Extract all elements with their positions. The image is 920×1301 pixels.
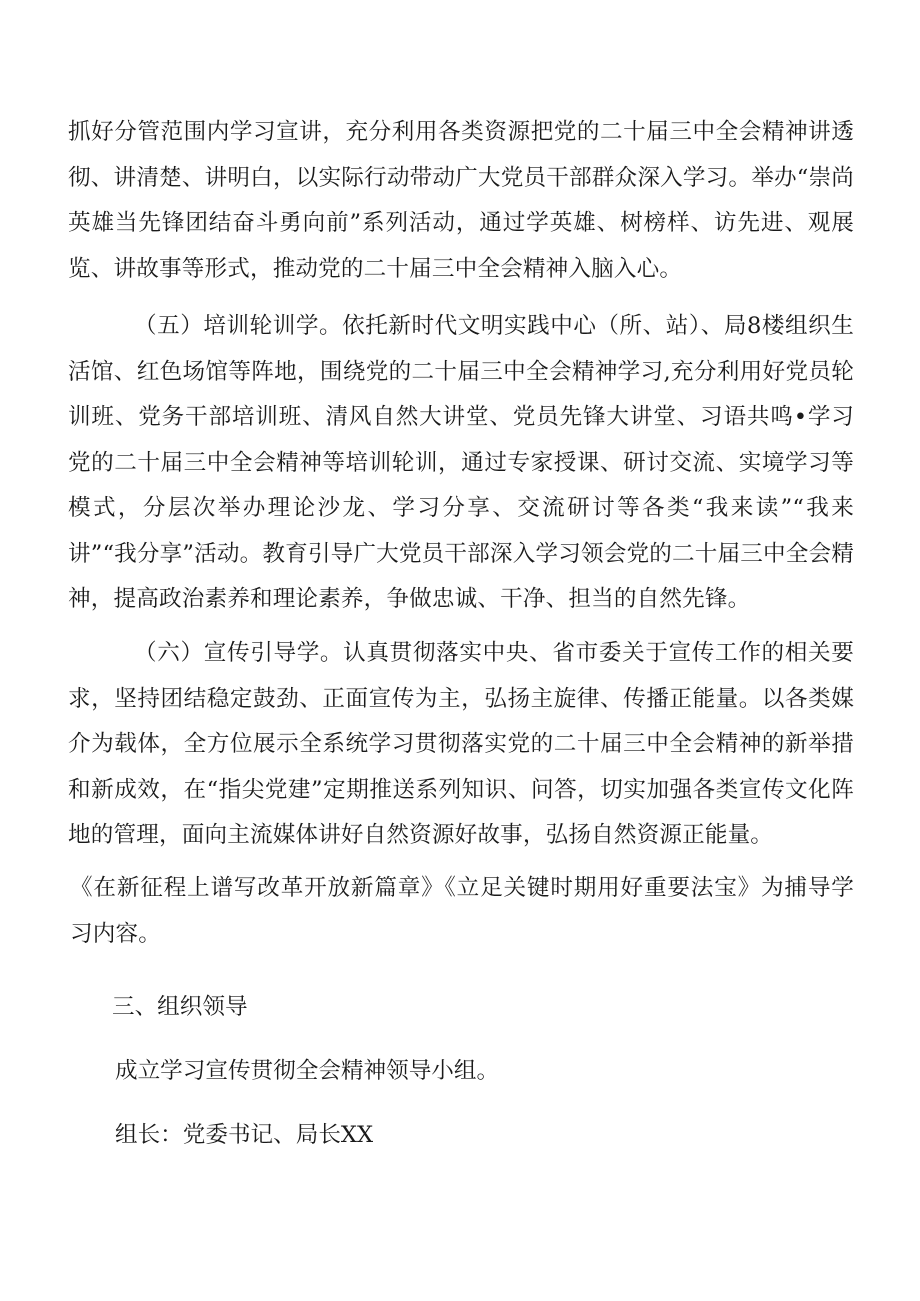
- group-leader-line: 组长：党委书记、局长XX: [115, 1122, 374, 1148]
- paragraph-study-materials: 《在新征程上谱写改革开放新篇章》《立足关键时期用好重要法宝》为捕导学习内容。: [70, 875, 854, 947]
- paragraph-publicity-study: （六）宣传引导学。认真贯彻落实中央、省市委关于宣传工作的相关要求，坚持团结稳定鼓劲、正面宣传为主，弘扬主旋律、传播正能量。以各类媒介为载体，全方位展示全系统学习贯彻落实党的二十届三中全会精神的新举措和新成效，在“指尖党建”定期推送系列知识、问答，切实加强各类宣传文化阵地的管理，面向主流媒体讲好自然资源好故事，弘扬自然资源正能量。: [68, 640, 854, 848]
- paragraph-training-study: （五）培训轮训学。依托新时代文明实践中心（所、站）、局8楼组织生活馆、红色场馆等阵地，围绕党的二十届三中全会精神学习,充分利用好党员轮训班、党务干部培训班、清风自然大讲堂、党员先锋大讲堂、习语共鸣•学习党的二十届三中全会精神等培训轮训，通过专家授课、研讨交流、实境学习等模式，分层次举办理论沙龙、学习分享、交流研讨等各类“我来读”“我来讲”“我分享”活动。教育引导广大党员干部深入学习领会党的二十届三中全会精神，提高政治素养和理论素养，争做忠诚、干净、担当的自然先锋。: [68, 313, 854, 612]
- section-heading-organization: 三、组织领导: [112, 994, 248, 1020]
- leadership-group-line: 成立学习宣传贯彻全会精神领导小组。: [115, 1058, 500, 1084]
- paragraph-outreach-activities: 抓好分管范围内学习宣讲，充分利用各类资源把党的二十届三中全会精神讲透彻、讲清楚、讲明白，以实际行动带动广大党员干部群众深入学习。举办“崇尚英雄当先锋团结奋斗勇向前”系列活动，通过学英雄、树榜样、访先进、观展览、讲故事等形式，推动党的二十届三中全会精神入脑入心。: [68, 119, 854, 282]
